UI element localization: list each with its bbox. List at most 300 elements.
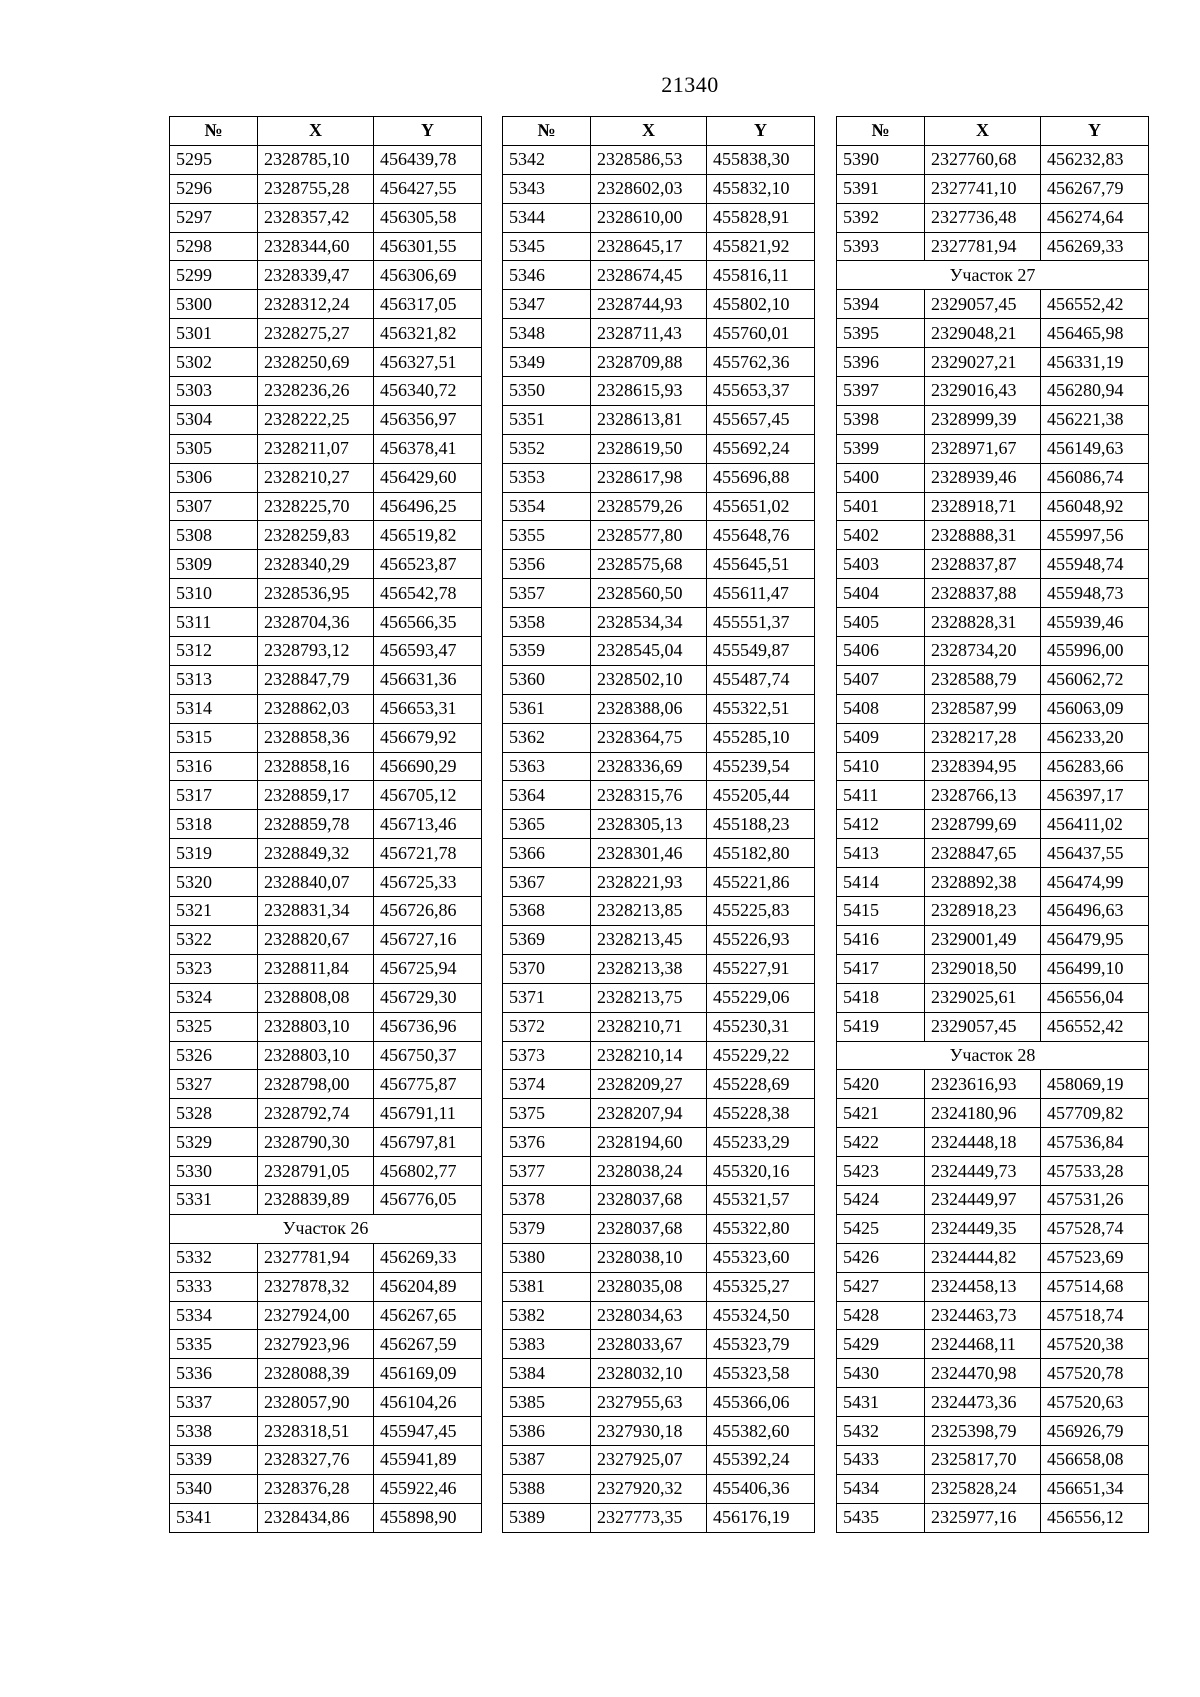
point-number-cell: 5401	[837, 492, 925, 521]
x-coordinate-cell: 2328849,32	[258, 839, 374, 868]
x-coordinate-cell: 2328344,60	[258, 232, 374, 261]
y-coordinate-cell: 456566,35	[374, 608, 482, 637]
y-coordinate-cell: 458069,19	[1041, 1070, 1149, 1099]
point-number-cell: 5388	[503, 1474, 591, 1503]
point-number-cell: 5377	[503, 1157, 591, 1186]
point-number-cell: 5298	[170, 232, 258, 261]
table-row	[837, 1474, 1149, 1503]
x-coordinate-cell: 2328588,79	[925, 665, 1041, 694]
y-coordinate-cell: 456725,94	[374, 954, 482, 983]
x-coordinate-cell: 2328734,20	[925, 637, 1041, 666]
table-row	[170, 723, 482, 752]
table-row	[837, 1445, 1149, 1474]
y-coordinate-cell: 456726,86	[374, 897, 482, 926]
table-row	[503, 1474, 815, 1503]
point-number-cell: 5379	[503, 1214, 591, 1243]
point-number-cell: 5424	[837, 1185, 925, 1214]
point-number-cell: 5432	[837, 1417, 925, 1446]
x-coordinate-cell: 2328305,13	[591, 810, 707, 839]
y-coordinate-cell: 457528,74	[1041, 1214, 1149, 1243]
x-coordinate-cell: 2328038,24	[591, 1157, 707, 1186]
point-number-cell: 5387	[503, 1445, 591, 1474]
point-number-cell: 5417	[837, 954, 925, 983]
point-number-cell: 5350	[503, 377, 591, 406]
point-number-cell: 5362	[503, 723, 591, 752]
table-row	[503, 232, 815, 261]
y-coordinate-cell: 456736,96	[374, 1012, 482, 1041]
x-coordinate-cell: 2327923,96	[258, 1330, 374, 1359]
point-number-cell: 5372	[503, 1012, 591, 1041]
x-coordinate-cell: 2328312,24	[258, 290, 374, 319]
x-coordinate-cell: 2328799,69	[925, 810, 1041, 839]
table-row	[503, 694, 815, 723]
table-row	[503, 1157, 815, 1186]
point-number-cell: 5371	[503, 983, 591, 1012]
x-coordinate-cell: 2327920,32	[591, 1474, 707, 1503]
point-number-cell: 5347	[503, 290, 591, 319]
column-header-x: X	[258, 117, 374, 146]
point-number-cell: 5376	[503, 1128, 591, 1157]
y-coordinate-cell: 455406,36	[707, 1474, 815, 1503]
point-number-cell: 5345	[503, 232, 591, 261]
table-row	[170, 1041, 482, 1070]
x-coordinate-cell: 2328575,68	[591, 550, 707, 579]
table-row	[503, 1503, 815, 1532]
x-coordinate-cell: 2328236,26	[258, 377, 374, 406]
y-coordinate-cell: 456048,92	[1041, 492, 1149, 521]
point-number-cell: 5313	[170, 665, 258, 694]
table-row	[837, 608, 1149, 637]
y-coordinate-cell: 455320,16	[707, 1157, 815, 1186]
x-coordinate-cell: 2328250,69	[258, 348, 374, 377]
table-row	[837, 1099, 1149, 1128]
point-number-cell: 5321	[170, 897, 258, 926]
x-coordinate-cell: 2328560,50	[591, 579, 707, 608]
table-row	[170, 550, 482, 579]
x-coordinate-cell: 2328213,45	[591, 925, 707, 954]
point-number-cell: 5326	[170, 1041, 258, 1070]
y-coordinate-cell: 456556,04	[1041, 983, 1149, 1012]
point-number-cell: 5397	[837, 377, 925, 406]
point-number-cell: 5367	[503, 868, 591, 897]
x-coordinate-cell: 2328037,68	[591, 1214, 707, 1243]
y-coordinate-cell: 455832,10	[707, 174, 815, 203]
y-coordinate-cell: 455997,56	[1041, 521, 1149, 550]
coordinates-table-2	[502, 116, 815, 1533]
y-coordinate-cell: 456679,92	[374, 723, 482, 752]
x-coordinate-cell: 2328033,67	[591, 1330, 707, 1359]
x-coordinate-cell: 2328301,46	[591, 839, 707, 868]
section-title: Участок 26	[170, 1214, 482, 1243]
table-row	[837, 550, 1149, 579]
table-row	[503, 781, 815, 810]
point-number-cell: 5319	[170, 839, 258, 868]
y-coordinate-cell: 455611,47	[707, 579, 815, 608]
table-row	[170, 319, 482, 348]
x-coordinate-cell: 2327924,00	[258, 1301, 374, 1330]
y-coordinate-cell: 455922,46	[374, 1474, 482, 1503]
y-coordinate-cell: 455802,10	[707, 290, 815, 319]
point-number-cell: 5332	[170, 1243, 258, 1272]
y-coordinate-cell: 455366,06	[707, 1388, 815, 1417]
table-row	[503, 203, 815, 232]
y-coordinate-cell: 456274,64	[1041, 203, 1149, 232]
y-coordinate-cell: 456776,05	[374, 1185, 482, 1214]
y-coordinate-cell: 455228,69	[707, 1070, 815, 1099]
point-number-cell: 5311	[170, 608, 258, 637]
table-row	[503, 608, 815, 637]
y-coordinate-cell: 456729,30	[374, 983, 482, 1012]
x-coordinate-cell: 2328615,93	[591, 377, 707, 406]
table-row	[170, 897, 482, 926]
x-coordinate-cell: 2328579,26	[591, 492, 707, 521]
table-row	[837, 723, 1149, 752]
point-number-cell: 5339	[170, 1445, 258, 1474]
x-coordinate-cell: 2328502,10	[591, 665, 707, 694]
point-number-cell: 5300	[170, 290, 258, 319]
point-number-cell: 5430	[837, 1359, 925, 1388]
x-coordinate-cell: 2328577,80	[591, 521, 707, 550]
x-coordinate-cell: 2325398,79	[925, 1417, 1041, 1446]
column-header-number: №	[503, 117, 591, 146]
y-coordinate-cell: 456176,19	[707, 1503, 815, 1532]
x-coordinate-cell: 2328034,63	[591, 1301, 707, 1330]
table-row	[170, 521, 482, 550]
x-coordinate-cell: 2328035,08	[591, 1272, 707, 1301]
y-coordinate-cell: 456474,99	[1041, 868, 1149, 897]
x-coordinate-cell: 2328209,27	[591, 1070, 707, 1099]
x-coordinate-cell: 2323616,93	[925, 1070, 1041, 1099]
y-coordinate-cell: 456631,36	[374, 665, 482, 694]
table-row	[503, 1445, 815, 1474]
coordinates-table-3	[836, 116, 1149, 1533]
y-coordinate-cell: 456269,33	[1041, 232, 1149, 261]
x-coordinate-cell: 2329018,50	[925, 954, 1041, 983]
x-coordinate-cell: 2328534,34	[591, 608, 707, 637]
point-number-cell: 5344	[503, 203, 591, 232]
x-coordinate-cell: 2328918,23	[925, 897, 1041, 926]
x-coordinate-cell: 2328376,28	[258, 1474, 374, 1503]
point-number-cell: 5295	[170, 145, 258, 174]
y-coordinate-cell: 455239,54	[707, 752, 815, 781]
x-coordinate-cell: 2328831,34	[258, 897, 374, 926]
point-number-cell: 5414	[837, 868, 925, 897]
x-coordinate-cell: 2327925,07	[591, 1445, 707, 1474]
point-number-cell: 5325	[170, 1012, 258, 1041]
y-coordinate-cell: 456797,81	[374, 1128, 482, 1157]
point-number-cell: 5340	[170, 1474, 258, 1503]
y-coordinate-cell: 457531,26	[1041, 1185, 1149, 1214]
table-row	[503, 348, 815, 377]
x-coordinate-cell: 2328918,71	[925, 492, 1041, 521]
table-row	[837, 694, 1149, 723]
y-coordinate-cell: 455996,00	[1041, 637, 1149, 666]
table-row	[170, 1388, 482, 1417]
column-header-y: Y	[707, 117, 815, 146]
point-number-cell: 5427	[837, 1272, 925, 1301]
y-coordinate-cell: 456437,55	[1041, 839, 1149, 868]
y-coordinate-cell: 455648,76	[707, 521, 815, 550]
y-coordinate-cell: 455229,06	[707, 983, 815, 1012]
x-coordinate-cell: 2328275,27	[258, 319, 374, 348]
table-row	[170, 203, 482, 232]
x-coordinate-cell: 2328704,36	[258, 608, 374, 637]
x-coordinate-cell: 2327878,32	[258, 1272, 374, 1301]
point-number-cell: 5314	[170, 694, 258, 723]
table-row	[837, 1012, 1149, 1041]
x-coordinate-cell: 2328859,17	[258, 781, 374, 810]
table-row	[503, 637, 815, 666]
point-number-cell: 5342	[503, 145, 591, 174]
point-number-cell: 5331	[170, 1185, 258, 1214]
point-number-cell: 5369	[503, 925, 591, 954]
point-number-cell: 5296	[170, 174, 258, 203]
x-coordinate-cell: 2328785,10	[258, 145, 374, 174]
table-row	[170, 1185, 482, 1214]
table-row	[837, 665, 1149, 694]
y-coordinate-cell: 457523,69	[1041, 1243, 1149, 1272]
point-number-cell: 5405	[837, 608, 925, 637]
table-row	[170, 174, 482, 203]
point-number-cell: 5346	[503, 261, 591, 290]
point-number-cell: 5355	[503, 521, 591, 550]
y-coordinate-cell: 456233,20	[1041, 723, 1149, 752]
table-row	[503, 954, 815, 983]
point-number-cell: 5360	[503, 665, 591, 694]
table-row	[837, 232, 1149, 261]
table-row	[170, 463, 482, 492]
x-coordinate-cell: 2329001,49	[925, 925, 1041, 954]
x-coordinate-cell: 2328939,46	[925, 463, 1041, 492]
x-coordinate-cell: 2324449,73	[925, 1157, 1041, 1186]
x-coordinate-cell: 2327781,94	[925, 232, 1041, 261]
table-row	[837, 1388, 1149, 1417]
x-coordinate-cell: 2324444,82	[925, 1243, 1041, 1272]
table-row	[503, 1359, 815, 1388]
point-number-cell: 5333	[170, 1272, 258, 1301]
point-number-cell: 5305	[170, 434, 258, 463]
table-row	[170, 694, 482, 723]
table-row	[170, 1301, 482, 1330]
section-title: Участок 27	[837, 261, 1149, 290]
x-coordinate-cell: 2328225,70	[258, 492, 374, 521]
x-coordinate-cell: 2328792,74	[258, 1099, 374, 1128]
y-coordinate-cell: 456713,46	[374, 810, 482, 839]
table-row	[503, 579, 815, 608]
table-header-row	[503, 117, 815, 146]
y-coordinate-cell: 456479,95	[1041, 925, 1149, 954]
point-number-cell: 5351	[503, 405, 591, 434]
y-coordinate-cell: 456397,17	[1041, 781, 1149, 810]
x-coordinate-cell: 2324449,35	[925, 1214, 1041, 1243]
y-coordinate-cell: 456378,41	[374, 434, 482, 463]
section-title: Участок 28	[837, 1041, 1149, 1070]
point-number-cell: 5374	[503, 1070, 591, 1099]
x-coordinate-cell: 2328038,10	[591, 1243, 707, 1272]
y-coordinate-cell: 455645,51	[707, 550, 815, 579]
table-row	[837, 897, 1149, 926]
point-number-cell: 5306	[170, 463, 258, 492]
y-coordinate-cell: 457520,63	[1041, 1388, 1149, 1417]
point-number-cell: 5327	[170, 1070, 258, 1099]
point-number-cell: 5403	[837, 550, 925, 579]
section-title-row	[837, 261, 1149, 290]
table-row	[170, 608, 482, 637]
y-coordinate-cell: 455229,22	[707, 1041, 815, 1070]
table-row	[503, 1417, 815, 1446]
table-row	[170, 232, 482, 261]
y-coordinate-cell: 456523,87	[374, 550, 482, 579]
table-row	[503, 261, 815, 290]
point-number-cell: 5363	[503, 752, 591, 781]
table-row	[837, 521, 1149, 550]
x-coordinate-cell: 2328837,87	[925, 550, 1041, 579]
table-row	[503, 1214, 815, 1243]
point-number-cell: 5409	[837, 723, 925, 752]
point-number-cell: 5400	[837, 463, 925, 492]
table-row	[503, 1012, 815, 1041]
table-row	[503, 723, 815, 752]
table-row	[837, 1070, 1149, 1099]
table-row	[503, 665, 815, 694]
x-coordinate-cell: 2328645,17	[591, 232, 707, 261]
y-coordinate-cell: 455323,60	[707, 1243, 815, 1272]
x-coordinate-cell: 2328840,07	[258, 868, 374, 897]
point-number-cell: 5382	[503, 1301, 591, 1330]
point-number-cell: 5419	[837, 1012, 925, 1041]
point-number-cell: 5343	[503, 174, 591, 203]
table-row	[170, 954, 482, 983]
y-coordinate-cell: 456062,72	[1041, 665, 1149, 694]
x-coordinate-cell: 2328213,75	[591, 983, 707, 1012]
x-coordinate-cell: 2327736,48	[925, 203, 1041, 232]
x-coordinate-cell: 2329027,21	[925, 348, 1041, 377]
x-coordinate-cell: 2328971,67	[925, 434, 1041, 463]
y-coordinate-cell: 455948,73	[1041, 579, 1149, 608]
y-coordinate-cell: 455487,74	[707, 665, 815, 694]
point-number-cell: 5322	[170, 925, 258, 954]
table-row	[503, 868, 815, 897]
y-coordinate-cell: 456499,10	[1041, 954, 1149, 983]
table-row	[170, 579, 482, 608]
point-number-cell: 5429	[837, 1330, 925, 1359]
point-number-cell: 5391	[837, 174, 925, 203]
x-coordinate-cell: 2328088,39	[258, 1359, 374, 1388]
table-row	[837, 983, 1149, 1012]
table-row	[837, 1157, 1149, 1186]
x-coordinate-cell: 2328213,85	[591, 897, 707, 926]
y-coordinate-cell: 456356,97	[374, 405, 482, 434]
table-row	[170, 665, 482, 694]
y-coordinate-cell: 455651,02	[707, 492, 815, 521]
table-row	[837, 405, 1149, 434]
table-row	[170, 637, 482, 666]
table-row	[837, 1330, 1149, 1359]
point-number-cell: 5398	[837, 405, 925, 434]
x-coordinate-cell: 2325817,70	[925, 1445, 1041, 1474]
point-number-cell: 5422	[837, 1128, 925, 1157]
point-number-cell: 5365	[503, 810, 591, 839]
x-coordinate-cell: 2324458,13	[925, 1272, 1041, 1301]
x-coordinate-cell: 2328858,36	[258, 723, 374, 752]
y-coordinate-cell: 456267,65	[374, 1301, 482, 1330]
point-number-cell: 5433	[837, 1445, 925, 1474]
point-number-cell: 5303	[170, 377, 258, 406]
table-row	[503, 1128, 815, 1157]
column-header-y: Y	[374, 117, 482, 146]
y-coordinate-cell: 455941,89	[374, 1445, 482, 1474]
table-row	[837, 145, 1149, 174]
x-coordinate-cell: 2328619,50	[591, 434, 707, 463]
x-coordinate-cell: 2329025,61	[925, 983, 1041, 1012]
y-coordinate-cell: 455828,91	[707, 203, 815, 232]
x-coordinate-cell: 2328210,14	[591, 1041, 707, 1070]
point-number-cell: 5407	[837, 665, 925, 694]
x-coordinate-cell: 2328803,10	[258, 1012, 374, 1041]
table-row	[503, 1301, 815, 1330]
x-coordinate-cell: 2328610,00	[591, 203, 707, 232]
x-coordinate-cell: 2328711,43	[591, 319, 707, 348]
y-coordinate-cell: 456149,63	[1041, 434, 1149, 463]
y-coordinate-cell: 456439,78	[374, 145, 482, 174]
table-row	[503, 492, 815, 521]
table-row	[503, 752, 815, 781]
table-row	[837, 174, 1149, 203]
table-row	[170, 405, 482, 434]
y-coordinate-cell: 455838,30	[707, 145, 815, 174]
x-coordinate-cell: 2328837,88	[925, 579, 1041, 608]
table-row	[503, 925, 815, 954]
table-row	[170, 377, 482, 406]
table-row	[503, 550, 815, 579]
point-number-cell: 5381	[503, 1272, 591, 1301]
y-coordinate-cell: 455382,60	[707, 1417, 815, 1446]
point-number-cell: 5302	[170, 348, 258, 377]
x-coordinate-cell: 2328999,39	[925, 405, 1041, 434]
y-coordinate-cell: 456926,79	[1041, 1417, 1149, 1446]
x-coordinate-cell: 2328808,08	[258, 983, 374, 1012]
point-number-cell: 5357	[503, 579, 591, 608]
y-coordinate-cell: 456791,11	[374, 1099, 482, 1128]
point-number-cell: 5383	[503, 1330, 591, 1359]
table-row	[170, 290, 482, 319]
y-coordinate-cell: 456705,12	[374, 781, 482, 810]
y-coordinate-cell: 456750,37	[374, 1041, 482, 1070]
section-title-row	[170, 1214, 482, 1243]
section-title-row	[837, 1041, 1149, 1070]
point-number-cell: 5411	[837, 781, 925, 810]
page-number: 21340	[661, 72, 719, 97]
y-coordinate-cell: 456653,31	[374, 694, 482, 723]
point-number-cell: 5312	[170, 637, 258, 666]
x-coordinate-cell: 2328318,51	[258, 1417, 374, 1446]
point-number-cell: 5413	[837, 839, 925, 868]
point-number-cell: 5330	[170, 1157, 258, 1186]
point-number-cell: 5370	[503, 954, 591, 983]
table-row	[503, 1330, 815, 1359]
x-coordinate-cell: 2327773,35	[591, 1503, 707, 1532]
x-coordinate-cell: 2327955,63	[591, 1388, 707, 1417]
x-coordinate-cell: 2328194,60	[591, 1128, 707, 1157]
table-row	[503, 377, 815, 406]
point-number-cell: 5320	[170, 868, 258, 897]
y-coordinate-cell: 456593,47	[374, 637, 482, 666]
y-coordinate-cell: 456321,82	[374, 319, 482, 348]
y-coordinate-cell: 457709,82	[1041, 1099, 1149, 1128]
table-row	[503, 839, 815, 868]
y-coordinate-cell: 456306,69	[374, 261, 482, 290]
x-coordinate-cell: 2328793,12	[258, 637, 374, 666]
